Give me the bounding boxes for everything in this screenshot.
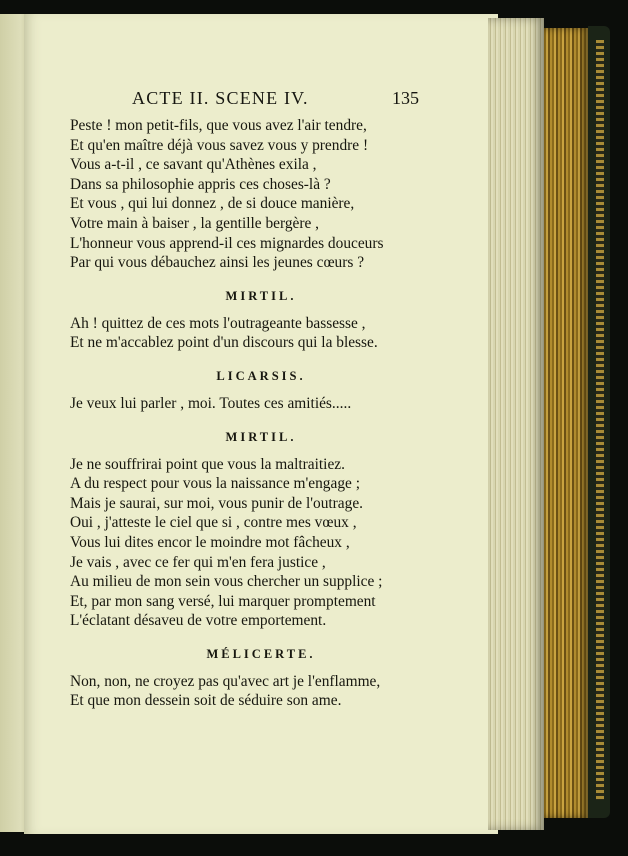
verse-line: Votre main à baiser , la gentille bergère , xyxy=(70,214,320,232)
verse-line: Peste ! mon petit-fils, que vous avez l'air tendre, xyxy=(70,117,367,134)
verse-line: Oui , j'atteste le ciel que si , contre mes vœux , xyxy=(70,514,357,532)
verse-line: A du respect pour vous la naissance m'engage ; xyxy=(70,475,360,493)
verse-line: Et, par mon sang versé, lui marquer promptement xyxy=(70,592,376,610)
verse-line: Au milieu de mon sein vous chercher un supplice ; xyxy=(70,573,383,591)
running-header xyxy=(24,88,498,112)
verse-line: Et ne m'accablez point d'un discours qui la blesse. xyxy=(70,334,378,352)
speaker-name: MIRTIL. xyxy=(225,429,297,444)
verse-line: Je veux lui parler , moi. Toutes ces amitiés..... xyxy=(70,394,352,412)
verse-line: Je vais , avec ce fer qui m'en fera justice , xyxy=(70,553,326,571)
verse-block xyxy=(24,116,498,273)
cover-decoration xyxy=(596,40,604,800)
speaker-name: MIRTIL. xyxy=(225,288,297,303)
verse-line: Et que mon dessein soit de séduire son ame. xyxy=(70,692,342,710)
speaker-name: MÉLICERTE. xyxy=(206,646,316,661)
verse-line: Dans sa philosophie appris ces choses-là ? xyxy=(70,175,331,193)
verse-line: Ah ! quittez de ces mots l'outrageante bassesse , xyxy=(70,314,366,332)
verse-line: L'éclatant désaveu de votre emportement. xyxy=(70,612,327,630)
verse-block xyxy=(24,455,498,631)
verse-block xyxy=(24,394,498,414)
gilt-edge xyxy=(544,28,588,818)
text-body xyxy=(24,116,498,711)
page-number: 135 xyxy=(392,88,419,108)
running-title: ACTE II. SCENE IV. xyxy=(132,88,309,108)
verse-line: Vous lui dites encor le moindre mot fâcheux , xyxy=(70,533,350,551)
verse-block xyxy=(24,672,498,711)
verse-line: Vous a-t-il , ce savant qu'Athènes exila , xyxy=(70,156,317,174)
verse-line: Et vous , qui lui donnez , de si douce manière, xyxy=(70,195,355,213)
verse-block xyxy=(24,314,498,353)
verse-line: Je ne souffrirai point que vous la maltraitiez. xyxy=(70,455,345,473)
verse-line: Mais je saurai, sur moi, vous punir de l'outrage. xyxy=(70,494,364,512)
speaker-name: LICARSIS. xyxy=(216,368,306,383)
verse-line: Par qui vous débauchez ainsi les jeunes cœurs ? xyxy=(70,254,365,272)
verse-line: L'honneur vous apprend-il ces mignardes douceurs xyxy=(70,234,384,252)
verse-line: Non, non, ne croyez pas qu'avec art je l'enflamme, xyxy=(70,672,381,690)
verse-line: Et qu'en maître déjà vous savez vous y prendre ! xyxy=(70,136,369,154)
